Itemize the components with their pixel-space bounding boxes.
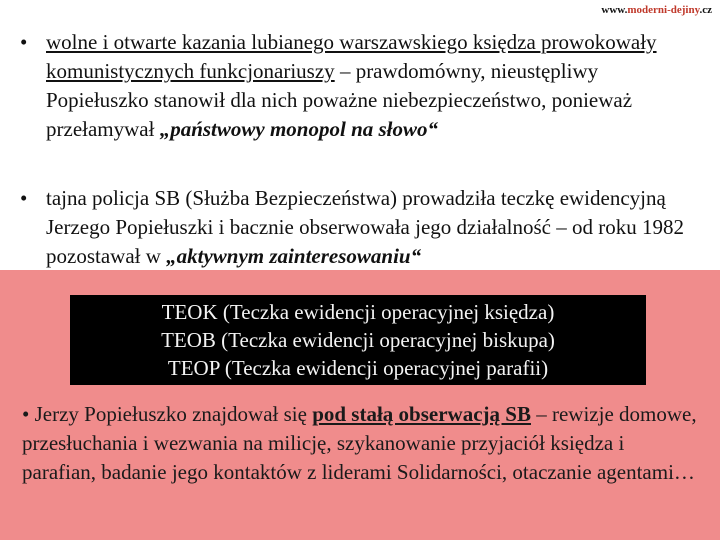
- bullet-icon: •: [20, 30, 28, 54]
- underlined-phrase: wolne i otwarte kazania lubianego warszawskiego księdza prowokowały komunistycznych funkcjonariuszy: [46, 30, 657, 83]
- file-types-box: [70, 295, 646, 385]
- bullet-text: wolne i otwarte kazania lubianego warszawskiego księdza prowokowały komunistycznych funkcjonariuszy – prawdomówny, nieustępliwy Popiełuszko stanowił dla nich poważne niebezpieczeństwo, ponieważ przełamywał „państwowy monopol na słowo“: [46, 30, 657, 141]
- bullet-icon: •: [20, 186, 28, 210]
- bullet-item-secret-police: [20, 184, 700, 271]
- underlined-phrase: pod stałą obserwacją SB: [312, 402, 531, 426]
- emphasis-phrase: „aktywnym zainteresowaniu“: [166, 244, 422, 268]
- source-watermark: www.moderni-dejiny.cz: [601, 4, 712, 16]
- box-line-teob: TEOB (Teczka ewidencji operacyjnej biskupa): [161, 328, 555, 352]
- bullet-item-sermons: [20, 28, 700, 144]
- bullet-icon: •: [22, 402, 30, 426]
- box-line-teop: TEOP (Teczka ewidencji operacyjnej parafii): [167, 356, 549, 380]
- emphasis-phrase: „państwowy monopol na słowo“: [159, 117, 439, 141]
- bullet-item-surveillance: • Jerzy Popiełuszko znajdował się pod stałą obserwacją SB – rewizje domowe, przesłuchania i wezwania na milicję, szykanowanie przyjaciół księdza i parafian, badanie jego kontaktów z liderami Solidarności, otaczanie agentami…: [22, 402, 697, 484]
- box-line-teok: TEOK (Teczka ewidencji operacyjnej księdza): [161, 300, 555, 324]
- bullet-text: tajna policja SB (Służba Bezpieczeństwa) prowadziła teczkę ewidencyjną Jerzego Popiełuszki i bacznie obserwowała jego działalność – od roku 1982 pozostawał w „aktywnym zainteresowaniu“: [46, 186, 684, 268]
